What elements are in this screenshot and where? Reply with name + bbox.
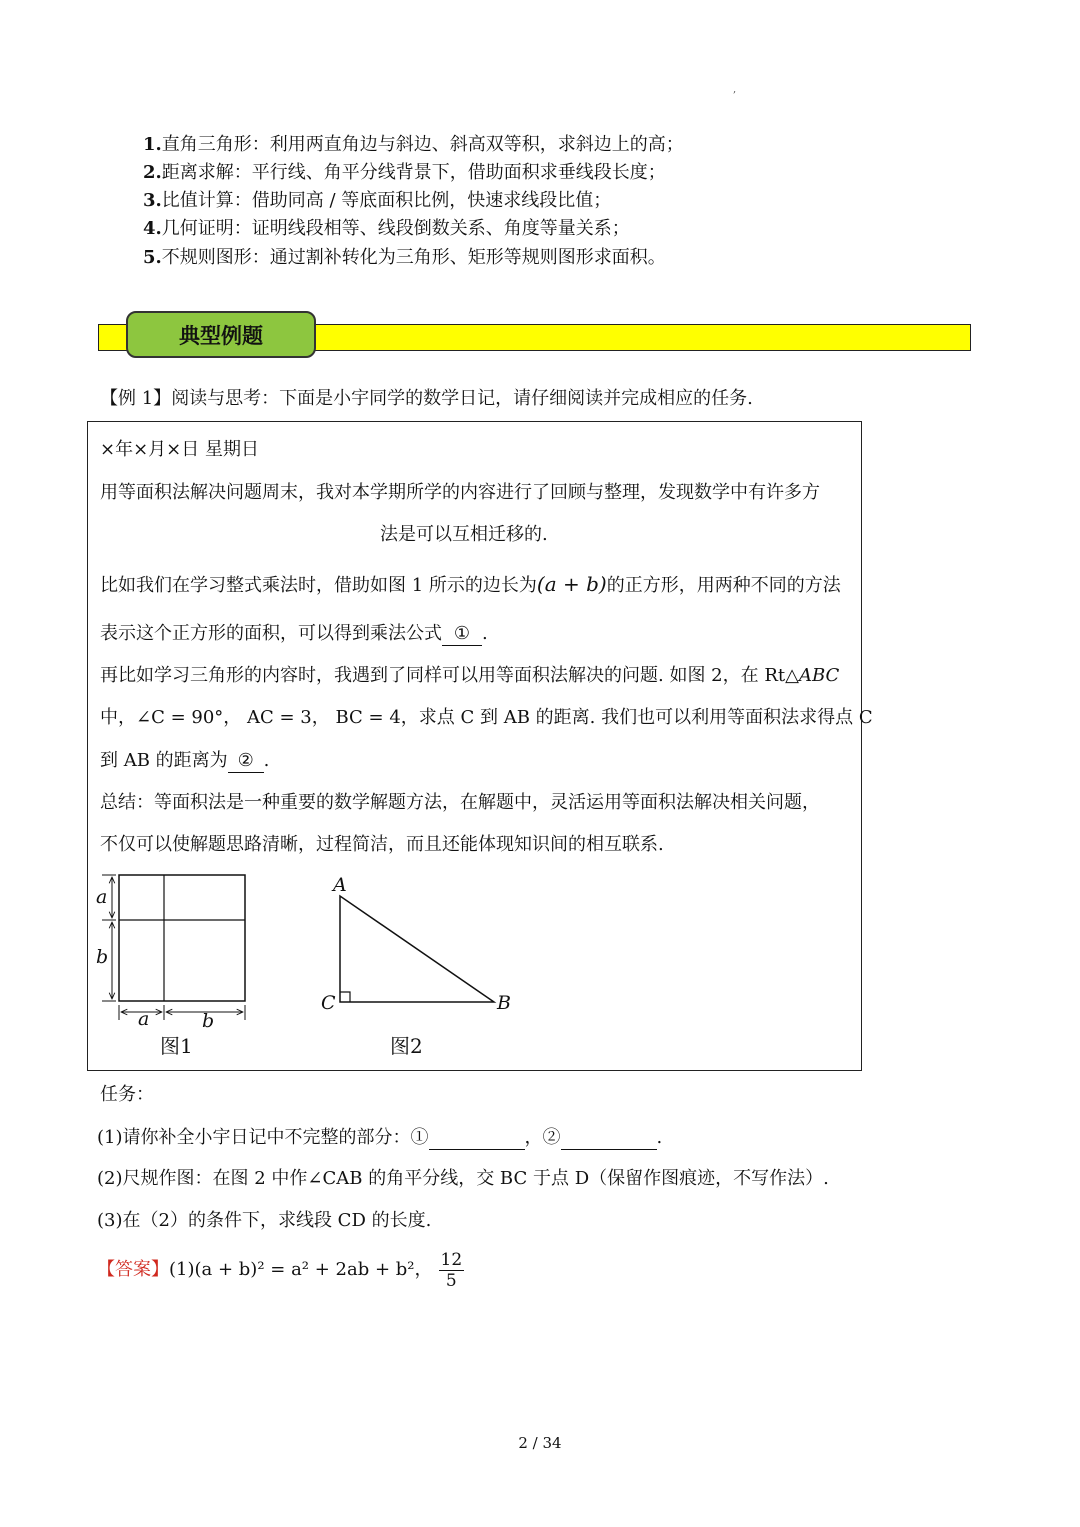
diary-paragraph: 用等面积法解决问题周末，我对本学期所学的内容进行了回顾与整理，发现数学中有许多方 (100, 482, 820, 503)
example-label: 【例 1】 (100, 388, 172, 409)
diary-summary: 总结：等面积法是一种重要的数学解题方法，在解题中，灵活运用等面积法解决相关问题， (100, 792, 820, 813)
diary-paragraph: 再比如学习三角形的内容时，我遇到了同样可以用等面积法解决的问题. 如图 2，在 Rt△ABC (100, 665, 840, 686)
figure-1-label-a-side: a (96, 886, 108, 908)
list-item: 1.直角三角形：利用两直角边与斜边、斜高双等积，求斜边上的高； (143, 134, 684, 155)
figure-2-triangle (330, 885, 510, 1010)
diary-summary: 不仅可以使解题思路清晰，过程简洁，而且还能体现知识间的相互联系. (100, 834, 664, 855)
diary-paragraph: 法是可以互相迁移的. (380, 524, 548, 545)
answer-line: 【答案】(1)(a + b)² = a² + 2ab + b²， $\frac{12}{5}$ (97, 1249, 463, 1291)
figure-2-label-b: B (497, 992, 511, 1014)
list-item: 5.不规则图形：通过割补转化为三角形、矩形等规则图形求面积。 (143, 247, 666, 268)
list-item: 4.几何证明：证明线段相等、线段倒数关系、角度等量关系； (143, 218, 630, 239)
expression-a-plus-b: (a + b) (536, 572, 607, 596)
blank-1: ① (442, 623, 482, 646)
diary-paragraph: 中，∠C = 90°， AC = 3， BC = 4，求点 C 到 AB 的距离. 我们也可以利用等面积法求得点 C (100, 707, 873, 728)
diary-paragraph: 表示这个正方形的面积，可以得到乘法公式 ① . (100, 623, 488, 644)
tasks-title: 任务： (100, 1084, 154, 1105)
task-1-blank-2 (561, 1127, 657, 1150)
task-1-blank-1 (429, 1127, 525, 1150)
figure-2-label-a: A (333, 874, 347, 896)
diary-paragraph: 比如我们在学习整式乘法时，借助如图 1 所示的边长为(a + b)的正方形，用两种不同的方法 (100, 572, 841, 596)
list-item: 3.比值计算：借助同高 / 等底面积比例，快速求线段比值； (143, 190, 612, 211)
figure-1-square (92, 870, 252, 1030)
figure-1-caption: 图1 (160, 1034, 193, 1058)
task-1: (1)请你补全小宇日记中不完整的部分：① ，② . (97, 1127, 663, 1148)
task-3: (3)在（2）的条件下，求线段 CD 的长度. (97, 1210, 432, 1231)
figure-2-caption: 图2 (390, 1034, 423, 1058)
diary-date: ×年×月×日 星期日 (100, 439, 259, 460)
example-intro: 【例 1】阅读与思考：下面是小宇同学的数学日记，请仔细阅读并完成相应的任务. (100, 388, 753, 409)
page-number: 2 / 34 (518, 1434, 562, 1452)
figure-1-label-b-side: b (96, 946, 109, 968)
answer-fraction: $\frac{12}{5}$ (440, 1249, 463, 1291)
figure-2-label-c: C (321, 992, 336, 1014)
section-title: 典型例题 (126, 311, 316, 358)
blank-2: ② (228, 750, 264, 773)
diary-paragraph: 到 AB 的距离为 ② . (100, 750, 270, 771)
task-2: (2)尺规作图：在图 2 中作∠CAB 的角平分线，交 BC 于点 D（保留作图痕迹，不写作法）. (97, 1168, 829, 1189)
figure-1-label-a-bottom: a (138, 1008, 150, 1030)
list-item: 2.距离求解：平行线、角平分线背景下，借助面积求垂线段长度； (143, 162, 666, 183)
top-mark: , (733, 84, 737, 95)
answer-tag: 【答案】 (97, 1259, 169, 1280)
figure-1-label-b-bottom: b (202, 1010, 215, 1032)
